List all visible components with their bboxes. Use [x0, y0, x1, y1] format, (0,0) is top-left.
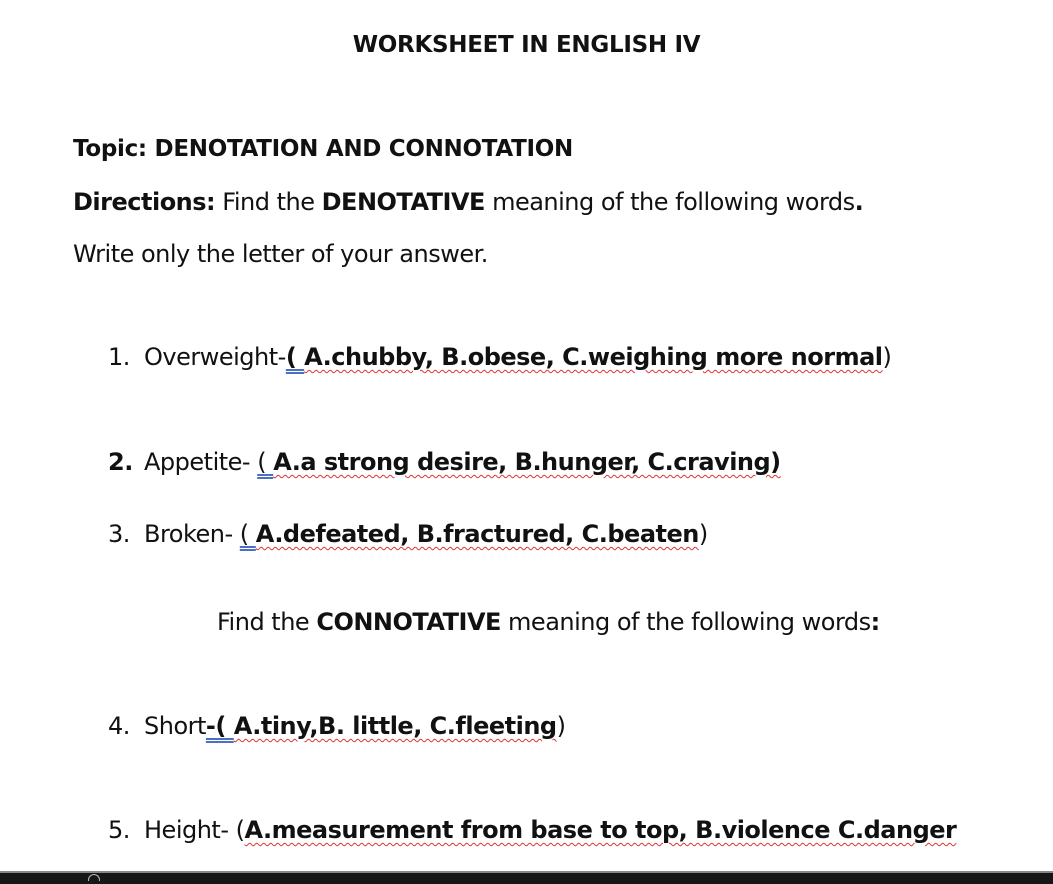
- directions-keyword: DENOTATIVE: [321, 188, 485, 216]
- connotative-pre: Find the: [217, 608, 310, 636]
- item-word: Overweight-: [144, 343, 286, 371]
- connotative-post: meaning of the following words: [508, 608, 871, 636]
- question-item-2: [108, 448, 781, 476]
- item-word: Short: [144, 712, 206, 740]
- item-word: Appetite-: [144, 448, 258, 476]
- worksheet-title: WORKSHEET IN ENGLISH IV: [352, 32, 701, 58]
- item-paren-open: (: [239, 520, 256, 548]
- item-options: A.defeated, B.fractured, C.beaten: [255, 520, 699, 548]
- directions-line-2: Write only the letter of your answer.: [73, 240, 488, 268]
- directions-period: .: [854, 188, 864, 216]
- item-paren-open: (: [235, 816, 245, 844]
- item-word: Height-: [144, 816, 236, 844]
- item-number: 2.: [108, 448, 133, 476]
- item-paren-open: (: [257, 448, 274, 476]
- item-number: 3.: [108, 520, 130, 548]
- topic-value: DENOTATION AND CONNOTATION: [154, 136, 573, 162]
- item-number: 5.: [108, 816, 130, 844]
- item-options: A.chubby, B.obese, C.weighing more normal: [304, 343, 883, 371]
- directions-post: meaning of the following words: [492, 188, 855, 216]
- question-item-5: [108, 816, 956, 844]
- item-paren-close: ): [698, 520, 708, 548]
- directions-label: Directions:: [73, 188, 216, 216]
- item-paren-close: ): [882, 343, 892, 371]
- system-tray-icon[interactable]: [88, 874, 100, 881]
- question-item-4: [108, 712, 565, 740]
- item-options: A.measurement from base to top, B.violence C.danger: [244, 816, 957, 844]
- taskbar: [0, 871, 1053, 884]
- item-word: Broken-: [144, 520, 240, 548]
- item-paren-close: ): [556, 712, 566, 740]
- connotative-keyword: CONNOTATIVE: [316, 608, 501, 636]
- item-number: 4.: [108, 712, 130, 740]
- item-options: A.tiny,B. little, C.fleeting: [233, 712, 557, 740]
- connotative-colon: :: [870, 608, 880, 636]
- item-options: A.a strong desire, B.hunger, C.craving): [273, 448, 781, 476]
- item-paren-open: (: [285, 343, 305, 371]
- item-number: 1.: [108, 343, 130, 371]
- item-paren-open: -(: [205, 712, 234, 740]
- question-item-3: [108, 520, 708, 548]
- directions-line: [73, 188, 863, 216]
- connotative-directions: [217, 608, 880, 636]
- topic-line: [73, 136, 573, 162]
- directions-pre: Find the: [222, 188, 315, 216]
- question-item-1: [108, 343, 891, 371]
- topic-label: Topic:: [73, 136, 147, 162]
